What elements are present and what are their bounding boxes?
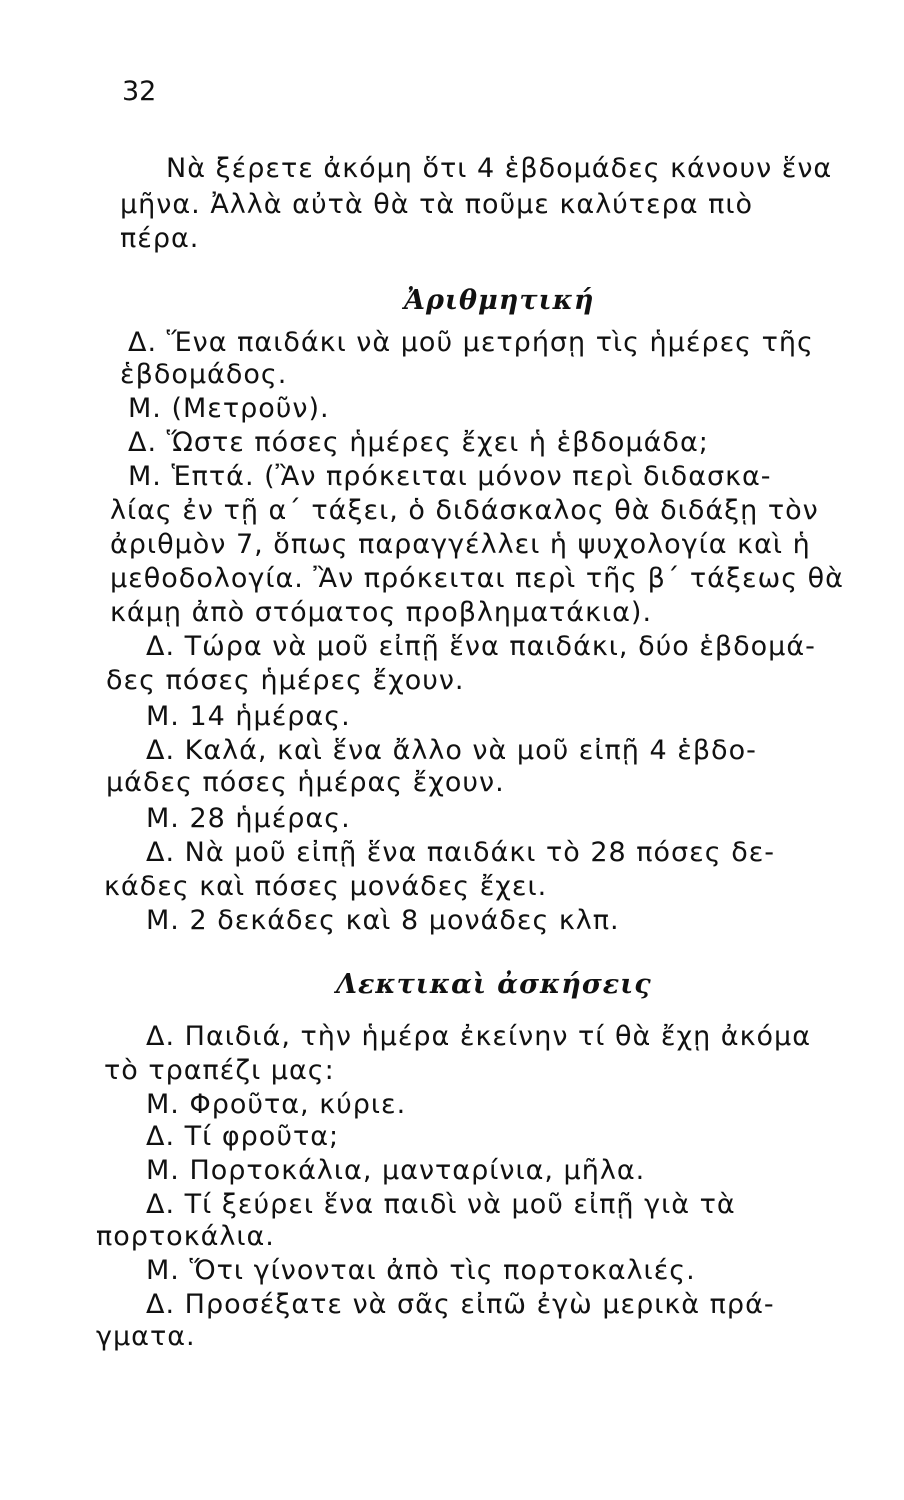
dialogue-line: Δ. Τώρα νὰ μοῦ εἰπῇ ἕνα παιδάκι, δύο ἑβδομά- — [146, 631, 816, 662]
intro-line: μῆνα. Ἀλλὰ αὐτὰ θὰ τὰ ποῦμε καλύτερα πιὸ — [120, 189, 754, 220]
intro-line: Νὰ ξέρετε ἀκόμη ὅτι 4 ἑβδομάδες κάνουν ἕνα — [166, 153, 833, 184]
dialogue-line: γματα. — [96, 1321, 196, 1352]
dialogue-line: δες πόσες ἡμέρες ἔχουν. — [106, 665, 465, 696]
dialogue-line: Δ. Τί ξεύρει ἕνα παιδὶ νὰ μοῦ εἰπῇ γιὰ τὰ — [146, 1189, 736, 1220]
dialogue-line: μεθοδολογία. Ἂν πρόκειται περὶ τῆς β΄ τάξεως θὰ — [110, 563, 844, 594]
dialogue-line: κάμῃ ἀπὸ στόματος προβληματάκια). — [110, 597, 653, 628]
dialogue-line: Δ. Ἕνα παιδάκι νὰ μοῦ μετρήσῃ τὶς ἡμέρες τῆς — [128, 327, 814, 358]
dialogue-line: Μ. (Μετροῦν). — [128, 393, 330, 424]
dialogue-line: Δ. Παιδιά, τὴν ἡμέρα ἐκείνην τί θὰ ἔχῃ ἀκόμα — [146, 1021, 811, 1052]
intro-line: πέρα. — [120, 223, 200, 254]
dialogue-line: Μ. Ἑπτά. (Ἂν πρόκειται μόνον περὶ διδασκα- — [128, 461, 772, 492]
dialogue-line: Μ. Φροῦτα, κύριε. — [146, 1089, 407, 1120]
dialogue-line: μάδες πόσες ἡμέρας ἔχουν. — [106, 767, 505, 798]
dialogue-line: Δ. Καλά, καὶ ἕνα ἄλλο νὰ μοῦ εἰπῇ 4 ἑβδο- — [146, 735, 757, 766]
dialogue-line: πορτοκάλια. — [96, 1221, 275, 1252]
dialogue-line: ἑβδομάδος. — [120, 359, 288, 390]
dialogue-line: ἀριθμὸν 7, ὅπως παραγγέλλει ἡ ψυχολογία καὶ ἡ — [110, 529, 811, 560]
dialogue-line: Μ. Πορτοκάλια, μανταρίνια, μῆλα. — [146, 1155, 646, 1186]
page-number: 32 — [122, 76, 157, 107]
dialogue-line: Δ. Ὥστε πόσες ἡμέρες ἔχει ἡ ἑβδομάδα; — [128, 427, 709, 458]
dialogue-line: Δ. Τί φροῦτα; — [146, 1121, 340, 1152]
dialogue-line: λίας ἐν τῇ α΄ τάξει, ὁ διδάσκαλος θὰ διδάξῃ τὸν — [110, 495, 819, 526]
section-heading-verbal-exercises: Λεκτικαὶ ἀσκήσεις — [336, 969, 652, 1000]
dialogue-line: Μ. Ὅτι γίνονται ἀπὸ τὶς πορτοκαλιές. — [146, 1255, 696, 1286]
dialogue-line: κάδες καὶ πόσες μονάδες ἔχει. — [104, 871, 548, 902]
dialogue-line: Μ. 2 δεκάδες καὶ 8 μονάδες κλπ. — [146, 905, 620, 936]
dialogue-line: Δ. Προσέξατε νὰ σᾶς εἰπῶ ἐγὼ μερικὰ πρά- — [146, 1289, 775, 1320]
dialogue-line: τὸ τραπέζι μας: — [104, 1055, 335, 1086]
dialogue-line: Μ. 14 ἡμέρας. — [146, 701, 351, 732]
dialogue-line: Δ. Νὰ μοῦ εἰπῇ ἕνα παιδάκι τὸ 28 πόσες δε- — [146, 837, 776, 868]
section-heading-arithmetic: Ἀριθμητική — [404, 285, 595, 316]
dialogue-line: Μ. 28 ἡμέρας. — [146, 803, 351, 834]
